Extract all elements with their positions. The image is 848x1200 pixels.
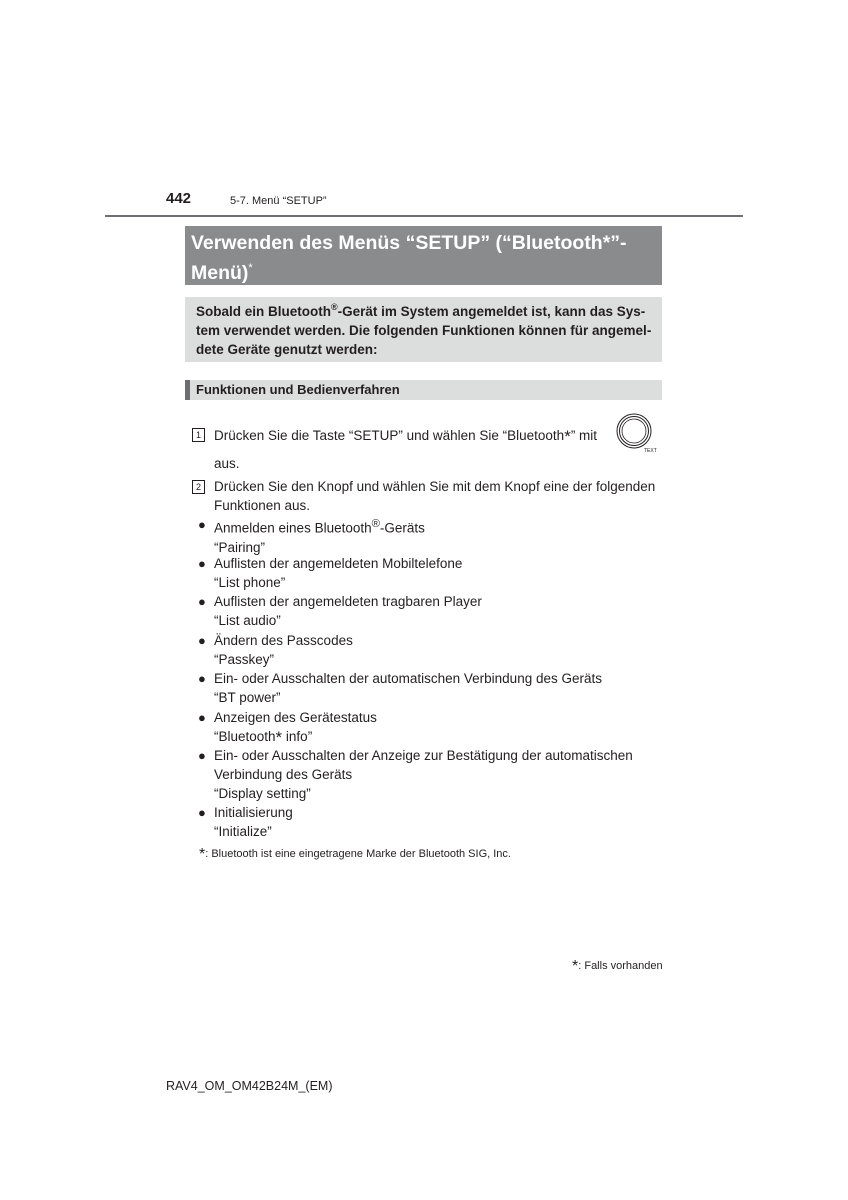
title-line-2-text: Menü) [191, 262, 249, 284]
optional-equipment-footnote [572, 958, 663, 975]
header-rule [105, 215, 743, 217]
footnote-text: : Bluetooth ist eine eingetragene Marke der Bluetooth SIG, Inc. [205, 848, 511, 860]
footnote-star: * [199, 846, 206, 863]
step-2-line-1: Drücken Sie den Knopf und wählen Sie mit dem Knopf eine der folgenden [214, 479, 656, 494]
tune-knob-icon [614, 412, 658, 456]
footnote-text: : Falls vorhanden [578, 960, 663, 972]
step-2-number: 2 [192, 480, 205, 494]
item-option-label: “Passkey” [214, 652, 275, 667]
item-description-line-2: Verbindung des Geräts [214, 767, 353, 782]
list-item [214, 631, 353, 669]
item-text-a: Anmelden eines Bluetooth [214, 520, 372, 536]
bullet-icon: ● [198, 517, 206, 532]
page-header [166, 190, 746, 210]
footnote-star: * [572, 958, 579, 975]
subheading: Funktionen und Bedienverfahren [185, 380, 662, 400]
intro-text-1a: Sobald ein Bluetooth [196, 304, 331, 319]
item-description: Initialisierung [214, 805, 293, 820]
list-item [214, 592, 482, 630]
item-description: Ändern des Passcodes [214, 633, 353, 648]
bullet-icon: ● [198, 594, 206, 609]
item-option-label: “Pairing” [214, 539, 266, 555]
document-code: RAV4_OM_OM42B24M_(EM) [166, 1079, 333, 1093]
step-1-number: 1 [192, 428, 205, 442]
item-description: Anzeigen des Gerätestatus [214, 710, 377, 725]
item-option-label: “List phone” [214, 575, 286, 590]
page-number: 442 [166, 190, 192, 207]
registered-mark: ® [371, 518, 380, 530]
list-item [214, 515, 425, 557]
item-description: Auflisten der angemeldeten tragbaren Player [214, 594, 482, 609]
item-text-b: -Geräts [379, 520, 425, 536]
item-option-label: “Display setting” [214, 786, 311, 801]
step-1-text [214, 426, 597, 445]
intro-box [185, 297, 662, 362]
list-item [214, 803, 293, 841]
item-option-label: “List audio” [214, 613, 281, 628]
item-description: Ein- oder Ausschalten der automatischen Verbindung des Geräts [214, 671, 602, 686]
bullet-icon: ● [198, 748, 206, 763]
bullet-icon: ● [198, 805, 206, 820]
item-option-label [214, 727, 377, 746]
bullet-icon: ● [198, 710, 206, 725]
bullet-icon: ● [198, 671, 206, 686]
registered-mark: ® [331, 302, 338, 312]
title-line-2 [191, 256, 656, 286]
step-1-text-a: Drücken Sie die Taste “SETUP” und wählen Sie “Bluetooth [214, 428, 565, 443]
step-1-star: * [564, 427, 571, 446]
item-description: Auflisten der angemeldeten Mobiltelefone [214, 556, 463, 571]
list-item [214, 746, 659, 803]
item-option-label: “Initialize” [214, 824, 272, 839]
bullet-icon: ● [198, 556, 206, 571]
list-item [214, 554, 462, 592]
list-item [214, 708, 377, 746]
section-reference: 5-7. Menü “SETUP” [230, 195, 327, 207]
list-item [214, 669, 602, 707]
item-description-line-1: Ein- oder Ausschalten der Anzeige zur Bestätigung der automatischen [214, 748, 633, 763]
step-1-text-continued: aus. [214, 456, 240, 471]
item-star: * [275, 728, 283, 747]
item-option-a: “Bluetooth [214, 729, 276, 744]
intro-line-3: dete Geräte genutzt werden: [196, 342, 378, 357]
item-option-b: info” [282, 729, 313, 744]
step-2-line-2: Funktionen aus. [214, 498, 311, 513]
item-description [214, 515, 425, 538]
bluetooth-trademark-footnote [199, 846, 511, 863]
step-1-text-b: ” mit [570, 428, 598, 443]
intro-line-1 [196, 302, 652, 321]
step-2-text [214, 477, 659, 515]
knob-label: TEXT [644, 448, 657, 454]
title-line-1: Verwenden des Menüs “SETUP” (“Bluetooth*”- [191, 232, 627, 254]
intro-text-1b: -Gerät im System angemeldet ist, kann das Sys- [337, 304, 646, 319]
intro-line-2: tem verwendet werden. Die folgenden Funktionen können für angemel- [196, 323, 652, 338]
bullet-icon: ● [198, 633, 206, 648]
item-option-label: “BT power” [214, 690, 281, 705]
page-title [185, 226, 662, 285]
title-optional-mark: * [248, 262, 253, 274]
